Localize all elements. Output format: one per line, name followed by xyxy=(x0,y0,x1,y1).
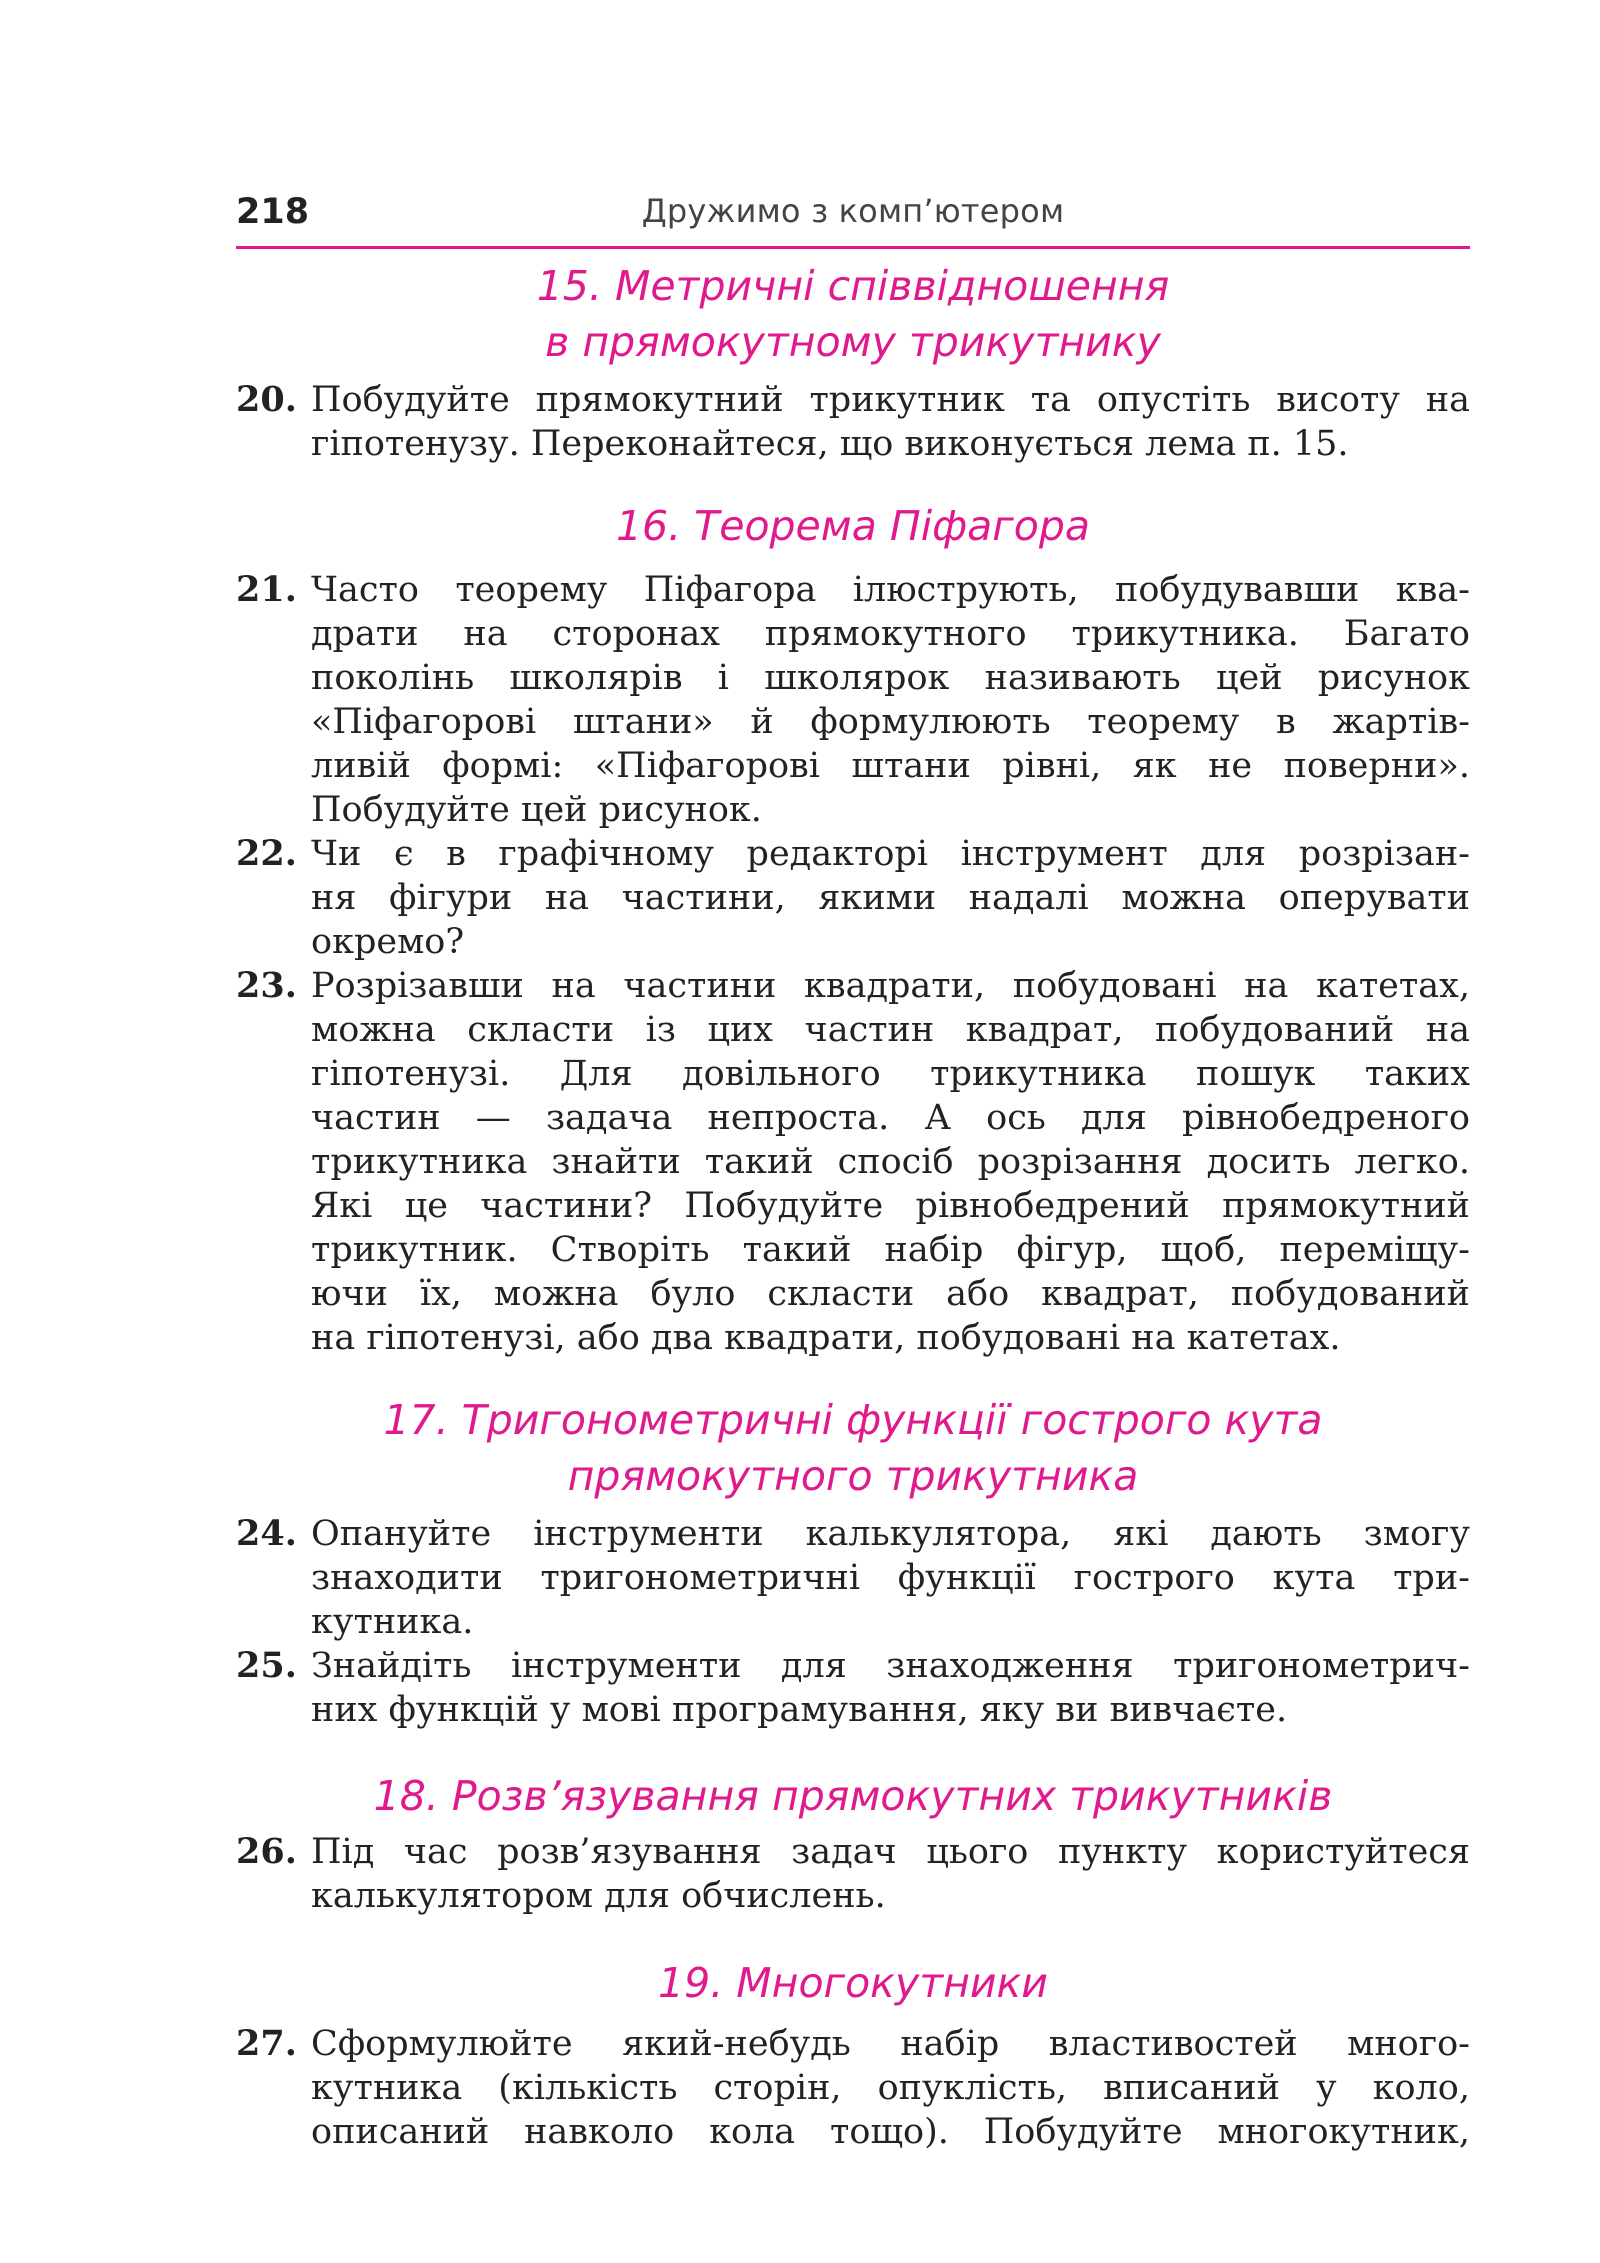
task-text xyxy=(311,1644,1470,1732)
heading-line: 18. Розв’язування прямокутних трикутників xyxy=(373,1772,1333,1820)
task-line: кутника. xyxy=(311,1602,474,1642)
section-heading-17 xyxy=(236,1392,1470,1504)
task-number: 23. xyxy=(236,965,297,1006)
task-line: трикутника знайти такий спосіб розрізання досить легко. xyxy=(311,1142,1470,1182)
task-text xyxy=(311,1512,1470,1644)
task-number: 24. xyxy=(236,1513,297,1554)
task-line: Опануйте інструменти калькулятора, які дають змогу xyxy=(311,1514,1470,1554)
heading-line: 17. Тригонометричні функції гострого кута xyxy=(383,1396,1323,1444)
task-line: них функцій у мові програмування, яку ви вивчаєте. xyxy=(311,1690,1288,1730)
task-line: калькулятором для обчислень. xyxy=(311,1876,886,1916)
section-heading-15 xyxy=(236,258,1470,370)
task-number: 25. xyxy=(236,1645,297,1686)
task-text xyxy=(311,832,1470,964)
task-number: 20. xyxy=(236,379,297,420)
task-line: Побудуйте прямокутний трикутник та опустіть висоту на xyxy=(311,380,1470,420)
task-21 xyxy=(236,568,1470,832)
task-line: кутника (кількість сторін, опуклість, вписаний у коло, xyxy=(311,2068,1470,2108)
task-line: драти на сторонах прямокутного трикутника. Багато xyxy=(311,614,1470,654)
task-line: Які це частини? Побудуйте рівнобедрений прямокутний xyxy=(311,1186,1470,1226)
running-title: Дружимо з комп’ютером xyxy=(641,192,1065,230)
task-line: ня фігури на частини, якими надалі можна оперувати xyxy=(311,878,1470,918)
task-line: можна скласти із цих частин квадрат, побудований на xyxy=(311,1010,1470,1050)
section-heading-16 xyxy=(236,498,1470,554)
task-line: Сформулюйте який-небудь набір властивостей много- xyxy=(311,2024,1470,2064)
task-line: Під час розв’язування задач цього пункту користуйтеся xyxy=(311,1832,1470,1872)
task-number: 27. xyxy=(236,2023,297,2064)
task-text xyxy=(311,568,1470,832)
task-line: ливій формі: «Піфагорові штани рівні, як не поверни». xyxy=(311,746,1470,786)
heading-line: 15. Метричні співвідношення xyxy=(536,262,1170,310)
task-line: «Піфагорові штани» й формулюють теорему в жартів- xyxy=(311,702,1470,742)
section-heading-18 xyxy=(236,1768,1470,1824)
task-line: Знайдіть інструменти для знаходження тригонометрич- xyxy=(311,1646,1470,1686)
task-line: ючи їх, можна було скласти або квадрат, побудований xyxy=(311,1274,1470,1314)
task-line: Побудуйте цей рисунок. xyxy=(311,790,762,830)
task-line: гіпотенузі. Для довільного трикутника пошук таких xyxy=(311,1054,1470,1094)
task-line: трикутник. Створіть такий набір фігур, щоб, переміщу- xyxy=(311,1230,1470,1270)
task-line: Розрізавши на частини квадрати, побудовані на катетах, xyxy=(311,966,1470,1006)
task-line: на гіпотенузі, або два квадрати, побудовані на катетах. xyxy=(311,1318,1341,1358)
task-line: описаний навколо кола тощо). Побудуйте многокутник, xyxy=(311,2112,1470,2152)
heading-line: прямокутного трикутника xyxy=(567,1452,1139,1500)
task-line: Часто теорему Піфагора ілюструють, побудувавши ква- xyxy=(311,570,1470,610)
task-text xyxy=(311,964,1470,1360)
task-number: 26. xyxy=(236,1831,297,1872)
task-23 xyxy=(236,964,1470,1360)
section-heading-19 xyxy=(236,1955,1470,2011)
task-26 xyxy=(236,1830,1470,1918)
heading-line: в прямокутному трикутнику xyxy=(545,318,1161,366)
page-number: 218 xyxy=(236,192,310,232)
heading-line: 19. Многокутники xyxy=(658,1959,1048,2007)
task-line: Чи є в графічному редакторі інструмент для розрізан- xyxy=(311,834,1470,874)
task-20 xyxy=(236,378,1470,466)
heading-line: 16. Теорема Піфагора xyxy=(615,502,1091,550)
task-24 xyxy=(236,1512,1470,1644)
task-number: 21. xyxy=(236,569,297,610)
task-line: поколінь школярів і школярок називають цей рисунок xyxy=(311,658,1470,698)
task-text xyxy=(311,378,1470,466)
page-header xyxy=(236,190,1470,249)
task-27 xyxy=(236,2022,1470,2154)
task-text xyxy=(311,1830,1470,1918)
task-text xyxy=(311,2022,1470,2154)
task-line: знаходити тригонометричні функції гострого кута три- xyxy=(311,1558,1470,1598)
task-line: гіпотенузу. Переконайтеся, що виконується лема п. 15. xyxy=(311,424,1349,464)
task-line: частин — задача непроста. А ось для рівнобедреного xyxy=(311,1098,1470,1138)
task-line: окремо? xyxy=(311,922,465,962)
task-number: 22. xyxy=(236,833,297,874)
task-25 xyxy=(236,1644,1470,1732)
task-22 xyxy=(236,832,1470,964)
